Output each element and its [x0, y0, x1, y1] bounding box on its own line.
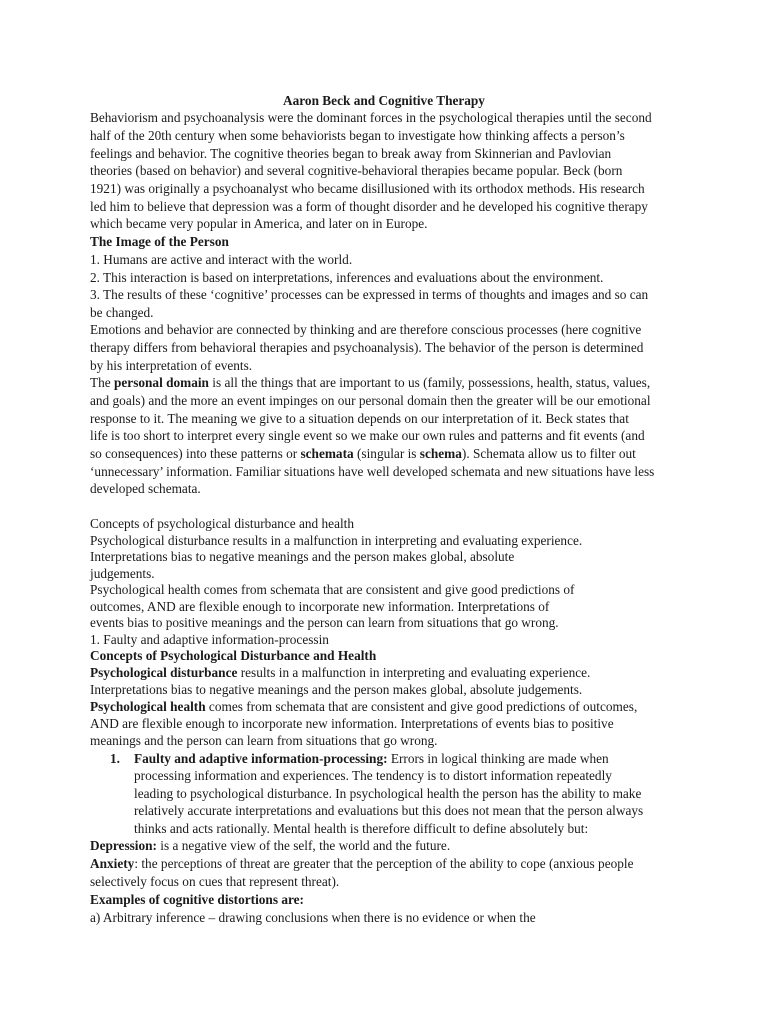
intro-line: led him to believe that depression was a form of thought disorder and he developed his cognitive therapy	[90, 199, 648, 214]
emotions-line: therapy differs from behavioral therapies and psychoanalysis). The behavior of the person is determined	[90, 340, 644, 355]
intro-line: 1921) was originally a psychoanalyst who became disillusioned with its orthodox methods. His research	[90, 181, 645, 196]
draft-line: events bias to positive meanings and the person can learn from situations that go wrong.	[90, 615, 559, 630]
faulty-item-line: leading to psychological disturbance. In psychological health the person has the ability to make	[134, 786, 642, 801]
anxiety-term: Anxiety	[90, 856, 135, 871]
personal-domain-line: and goals) and the more an event impinges on our personal domain then the greater will be our emotional	[90, 393, 651, 408]
personal-domain-line: The personal domain is all the things that are important to us (family, possessions, health, status, values,	[90, 375, 651, 390]
faulty-item-number: 1.	[110, 751, 120, 766]
personal-domain-term: personal domain	[114, 375, 209, 390]
image-of-person-heading: The Image of the Person	[90, 234, 229, 249]
faulty-item-line: Faulty and adaptive information-processing: Errors in logical thinking are made when	[134, 751, 609, 766]
image-point: be changed.	[90, 305, 154, 320]
anxiety-line: Anxiety: the perceptions of threat are greater that the perception of the ability to cope (anxious people	[90, 856, 634, 871]
disturbance-term: Psychological disturbance	[90, 665, 238, 680]
draft-line: 1. Faulty and adaptive information-processin	[90, 632, 329, 647]
intro-line: half of the 20th century when some behaviorists began to investigate how thinking affects a person’s	[90, 128, 625, 143]
health-term: Psychological health	[90, 699, 206, 714]
disturbance-line: Psychological disturbance results in a malfunction in interpreting and evaluating experience.	[90, 665, 591, 680]
draft-line: Interpretations bias to negative meanings and the person makes global, absolute	[90, 549, 515, 564]
draft-line: judgements.	[90, 566, 155, 581]
faulty-item-line: relatively accurate interpretations and evaluations but this does not mean that the person always	[134, 803, 644, 818]
personal-domain-line: response to it. The meaning we give to a situation depends on our interpretation of it. Beck states that	[90, 411, 629, 426]
concepts-heading: Concepts of Psychological Disturbance and Health	[90, 648, 377, 663]
intro-line: which became very popular in America, and later on in Europe.	[90, 216, 428, 231]
distortion-item: a) Arbitrary inference – drawing conclusions when there is no evidence or when the	[90, 910, 536, 925]
personal-domain-line: developed schemata.	[90, 481, 201, 496]
draft-line: Psychological disturbance results in a malfunction in interpreting and evaluating experience.	[90, 533, 583, 548]
intro-line: theories (based on behavior) and several cognitive-behavioral therapies became popular. Beck (born	[90, 163, 623, 178]
distortions-heading: Examples of cognitive distortions are:	[90, 892, 304, 907]
schema-term: schema	[419, 446, 462, 461]
personal-domain-line: ‘unnecessary’ information. Familiar situations have well developed schemata and new situations have less	[90, 464, 655, 479]
intro-line: Behaviorism and psychoanalysis were the dominant forces in the psychological therapies until the second	[90, 110, 652, 125]
faulty-item-line: thinks and acts rationally. Mental health is therefore difficult to define absolutely but:	[134, 821, 589, 836]
anxiety-line: selectively focus on cues that represent threat).	[90, 874, 340, 889]
emotions-line: by his interpretation of events.	[90, 358, 253, 373]
image-point: 2. This interaction is based on interpretations, inferences and evaluations about the environment.	[90, 270, 604, 285]
emotions-line: Emotions and behavior are connected by thinking and are therefore conscious processes (here cognitive	[90, 322, 642, 337]
personal-domain-line: life is too short to interpret every single event so we make our own rules and patterns and fit events (and	[90, 428, 645, 443]
draft-line: outcomes, AND are flexible enough to incorporate new information. Interpretations of	[90, 599, 550, 614]
health-line: Psychological health comes from schemata that are consistent and give good predictions of outcomes,	[90, 699, 638, 714]
disturbance-line: Interpretations bias to negative meanings and the person makes global, absolute judgements.	[90, 682, 583, 697]
faulty-item-line: processing information and experiences. The tendency is to distort information repeatedly	[134, 768, 612, 783]
health-line: meanings and the person can learn from situations that go wrong.	[90, 733, 438, 748]
schemata-term: schemata	[300, 446, 354, 461]
depression-term: Depression:	[90, 838, 157, 853]
health-line: AND are flexible enough to incorporate new information. Interpretations of events bias to positive	[90, 716, 614, 731]
draft-line: Concepts of psychological disturbance and health	[90, 516, 355, 531]
faulty-term: Faulty and adaptive information-processing:	[134, 751, 388, 766]
draft-line: Psychological health comes from schemata that are consistent and give good predictions of	[90, 582, 575, 597]
personal-domain-line: so consequences) into these patterns or schemata (singular is schema). Schemata allow us to filter out	[90, 446, 636, 461]
image-point: 3. The results of these ‘cognitive’ processes can be expressed in terms of thoughts and images and so can	[90, 287, 649, 302]
intro-line: feelings and behavior. The cognitive theories began to break away from Skinnerian and Pavlovian	[90, 146, 612, 161]
image-point: 1. Humans are active and interact with the world.	[90, 252, 353, 267]
document-title: Aaron Beck and Cognitive Therapy	[283, 93, 485, 108]
depression-line: Depression: is a negative view of the self, the world and the future.	[90, 838, 451, 853]
